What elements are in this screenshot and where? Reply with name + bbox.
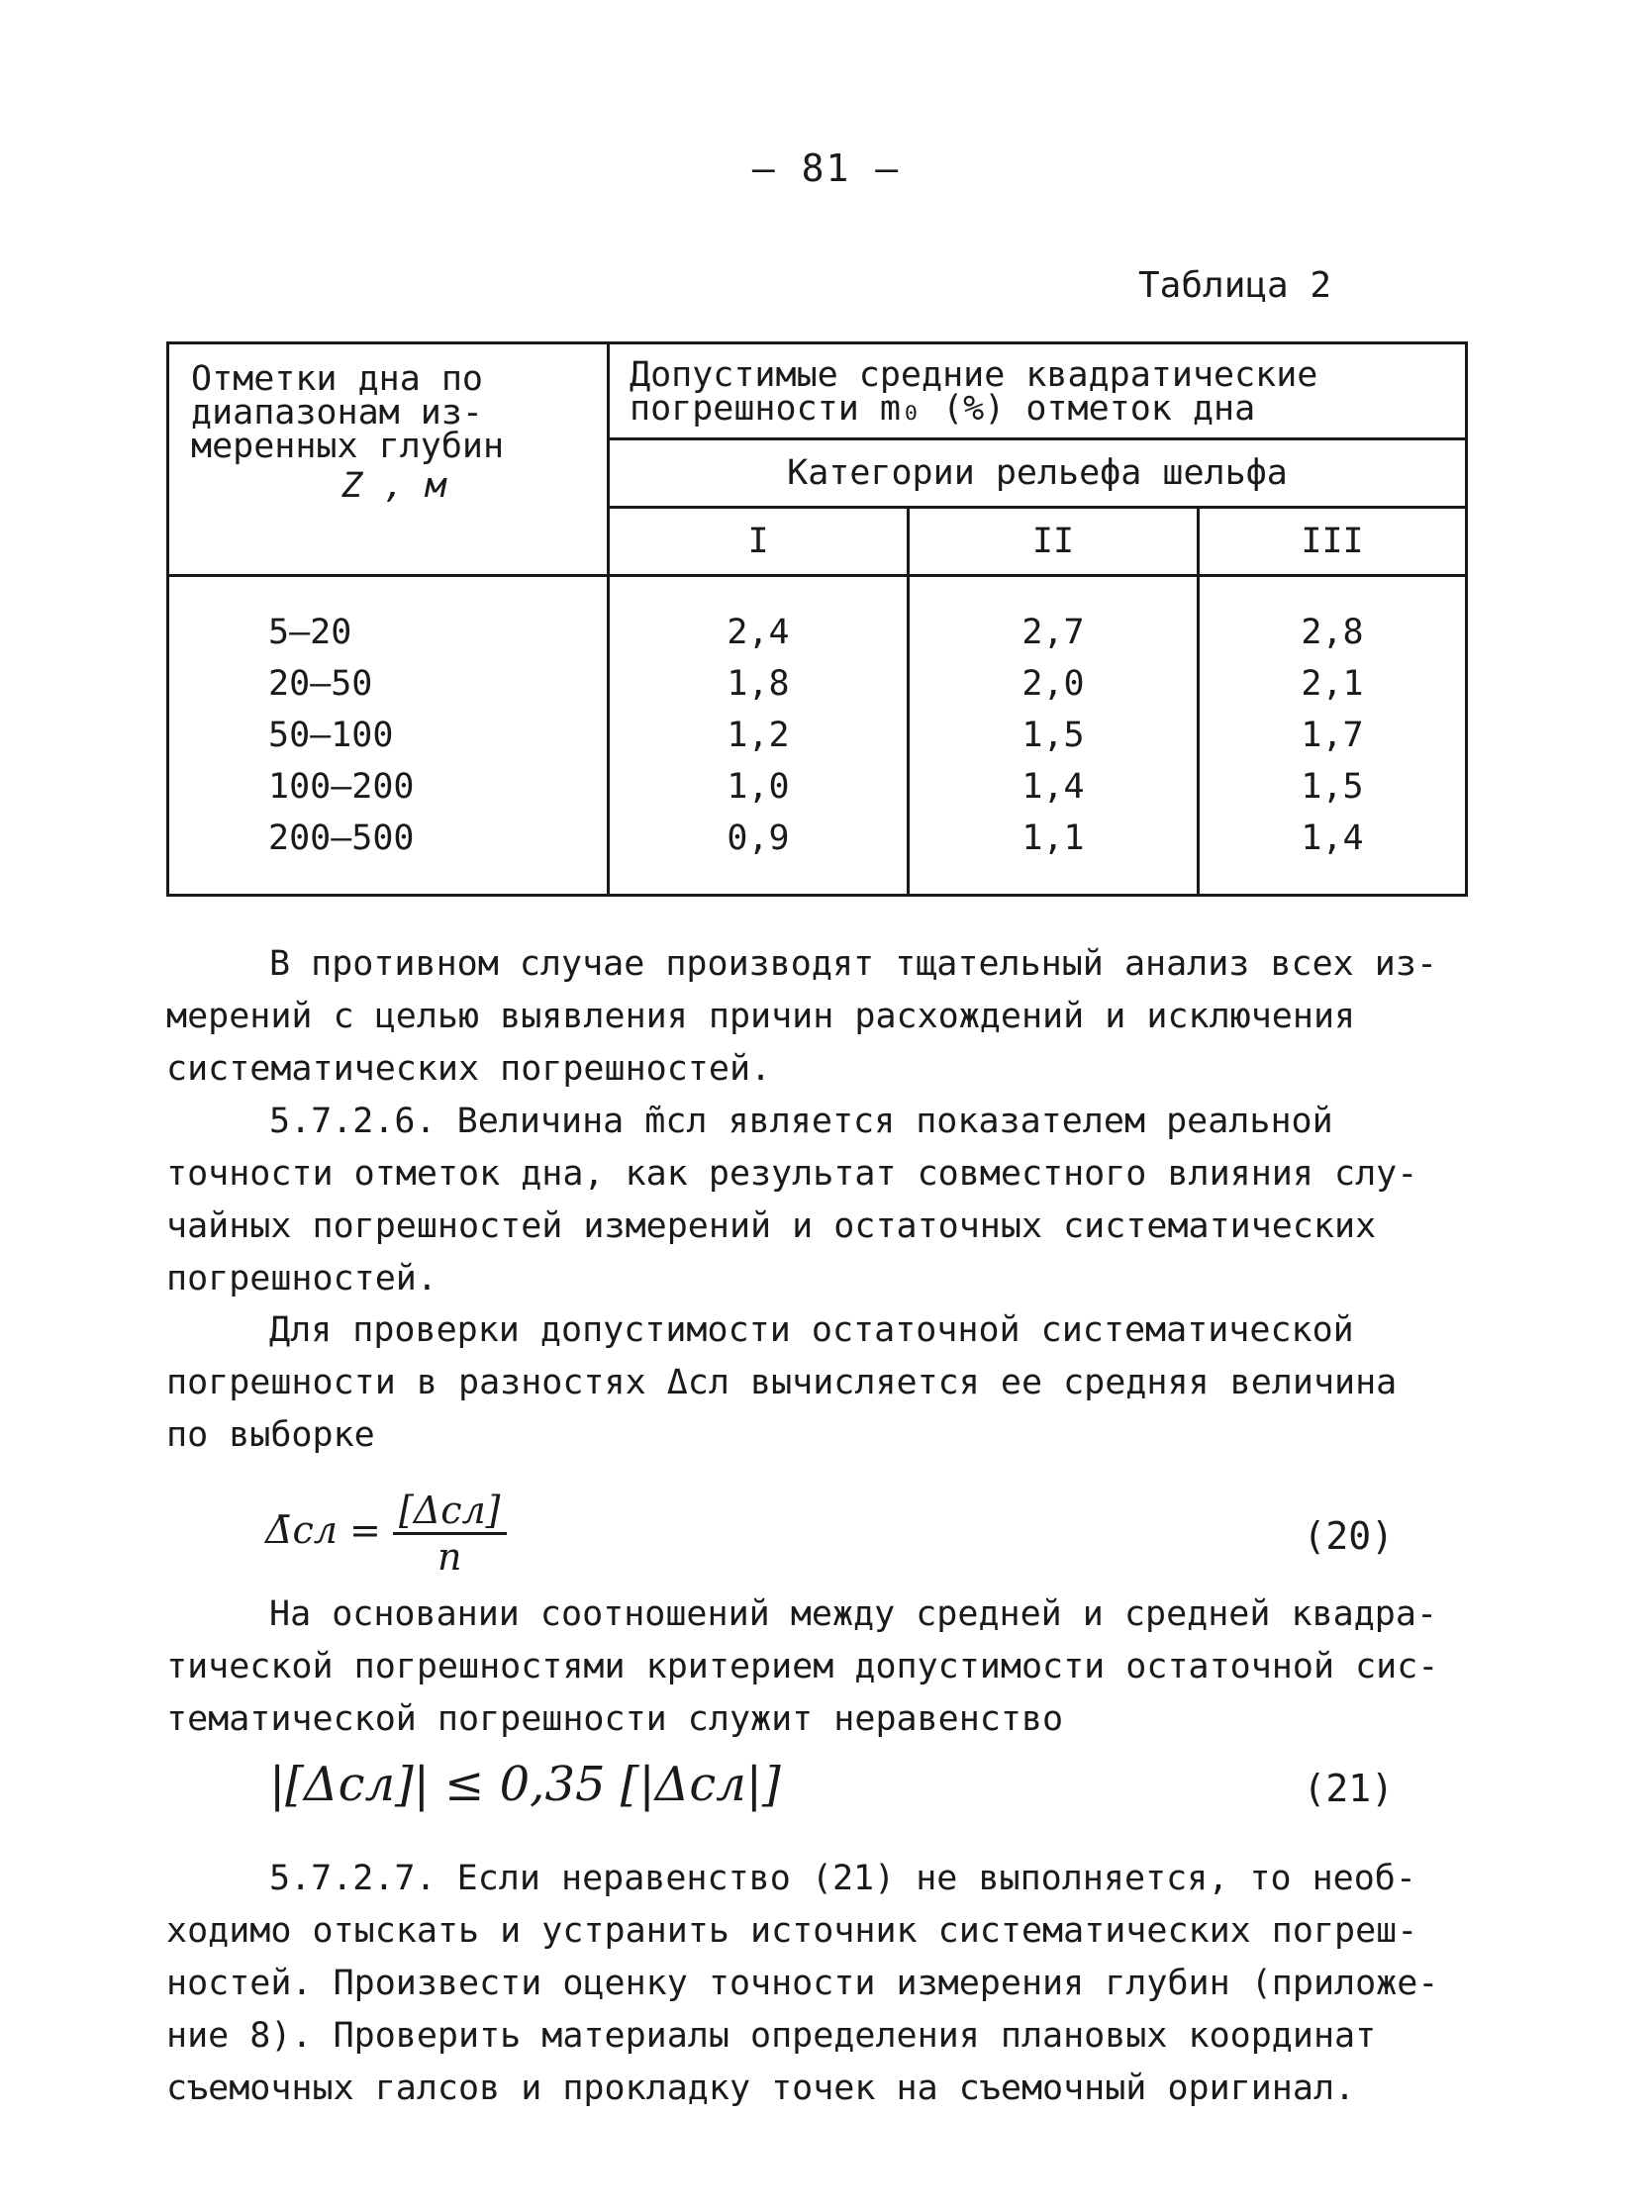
paragraph-analysis	[166, 938, 1473, 1096]
table-cell: 2,0	[1021, 664, 1085, 704]
text-line: В противном случае производят тщательный анализ всех из-	[269, 944, 1438, 984]
table-cell: 1,8	[727, 664, 790, 704]
formula-expression	[265, 1489, 507, 1579]
table-cell: 200–500	[268, 818, 415, 858]
formula-21	[166, 1757, 1473, 1836]
depth-range-column	[168, 576, 609, 896]
table-cell: 1,4	[1021, 767, 1085, 807]
equation-number: (21)	[1303, 1767, 1394, 1810]
category-1-header: I	[609, 508, 909, 576]
text-line: тематической погрешности служит неравенство	[166, 1699, 1064, 1739]
category-3-column	[1199, 576, 1467, 896]
text-line: ходимо отыскать и устранить источник систематических погреш-	[166, 1911, 1418, 1951]
category-2-column	[909, 576, 1199, 896]
text-line: съемочных галсов и прокладку точек на съемочный оригинал.	[166, 2068, 1356, 2108]
table-cell: 1,5	[1301, 767, 1364, 807]
formula-lhs: Δ̄сл =	[265, 1508, 381, 1552]
paragraph-criterion	[166, 1588, 1473, 1746]
formula-denominator: n	[437, 1535, 462, 1579]
formula-fraction	[393, 1489, 507, 1579]
table-cell: 1,7	[1301, 716, 1364, 755]
text-line: ностей. Произвести оценку точности измерения глубин (приложе-	[166, 1964, 1439, 2003]
table-cell: 100–200	[268, 767, 415, 807]
text-line: тической погрешностями критерием допустимости остаточной сис-	[166, 1647, 1439, 1686]
formula-20	[166, 1475, 1473, 1584]
table-cell: 2,1	[1301, 664, 1364, 704]
equation-number: (20)	[1303, 1514, 1394, 1558]
table-cell: 1,0	[727, 767, 790, 807]
table-cell: 2,4	[727, 613, 790, 652]
category-2-header: II	[909, 508, 1199, 576]
table-cell: 50–100	[268, 716, 394, 755]
table-caption: Таблица 2	[1138, 265, 1332, 306]
text-line: мерений с целью выявления причин расхождений и исключения	[166, 997, 1356, 1036]
text-line: по выборке	[166, 1415, 375, 1455]
formula-numerator: [Δсл]	[393, 1489, 507, 1535]
text-line: чайных погрешностей измерений и остаточных систематических	[166, 1206, 1377, 1246]
table-cell: 2,7	[1021, 613, 1085, 652]
paragraph-5-7-2-7	[166, 1853, 1473, 2115]
error-header	[609, 343, 1467, 439]
text-line: 5.7.2.7. Если неравенство (21) не выполняется, то необ-	[269, 1859, 1416, 1898]
table-cell: 1,5	[1021, 716, 1085, 755]
paragraph-5-7-2-6	[166, 1096, 1473, 1305]
category-3-header: III	[1199, 508, 1467, 576]
header-line: погрешности m₀ (%) отметок дна	[630, 389, 1256, 429]
table-cell: 1,4	[1301, 818, 1364, 858]
text-line: ние 8). Проверить материалы определения плановых координат	[166, 2016, 1377, 2056]
text-line: систематических погрешностей.	[166, 1049, 772, 1089]
header-line: Отметки дна по	[191, 359, 484, 399]
table-cell: 5–20	[268, 613, 352, 652]
table-cell: 1,2	[727, 716, 790, 755]
formula-expression: |[Δсл]| ≤ 0,35 [|Δсл|]	[269, 1757, 781, 1812]
header-line: диапазонам из-	[191, 393, 484, 433]
paragraph-check	[166, 1304, 1473, 1462]
text-line: На основании соотношений между средней и средней квадра-	[269, 1594, 1438, 1634]
text-line: погрешности в разностях Δсл вычисляется ее средняя величина	[166, 1363, 1398, 1402]
page-number: – 81 –	[751, 146, 901, 190]
table-cell: 0,9	[727, 818, 790, 858]
depth-range-header	[168, 343, 609, 576]
category-1-column	[609, 576, 909, 896]
table-cell: 20–50	[268, 664, 373, 704]
depth-symbol: Z , м	[341, 466, 446, 506]
table-cell: 2,8	[1301, 613, 1364, 652]
text-line: погрешностей.	[166, 1259, 437, 1298]
table-cell: 1,1	[1021, 818, 1085, 858]
header-line: меренных глубин	[191, 427, 505, 466]
data-table	[166, 341, 1468, 897]
text-line: 5.7.2.6. Величина m̃сл является показателем реальной	[269, 1102, 1333, 1141]
header-line: Допустимые средние квадратические	[630, 355, 1318, 395]
text-line: точности отметок дна, как результат совместного влияния слу-	[166, 1154, 1418, 1194]
text-line: Для проверки допустимости остаточной систематической	[269, 1310, 1354, 1350]
relief-category-header: Категории рельефа шельфа	[609, 439, 1467, 508]
